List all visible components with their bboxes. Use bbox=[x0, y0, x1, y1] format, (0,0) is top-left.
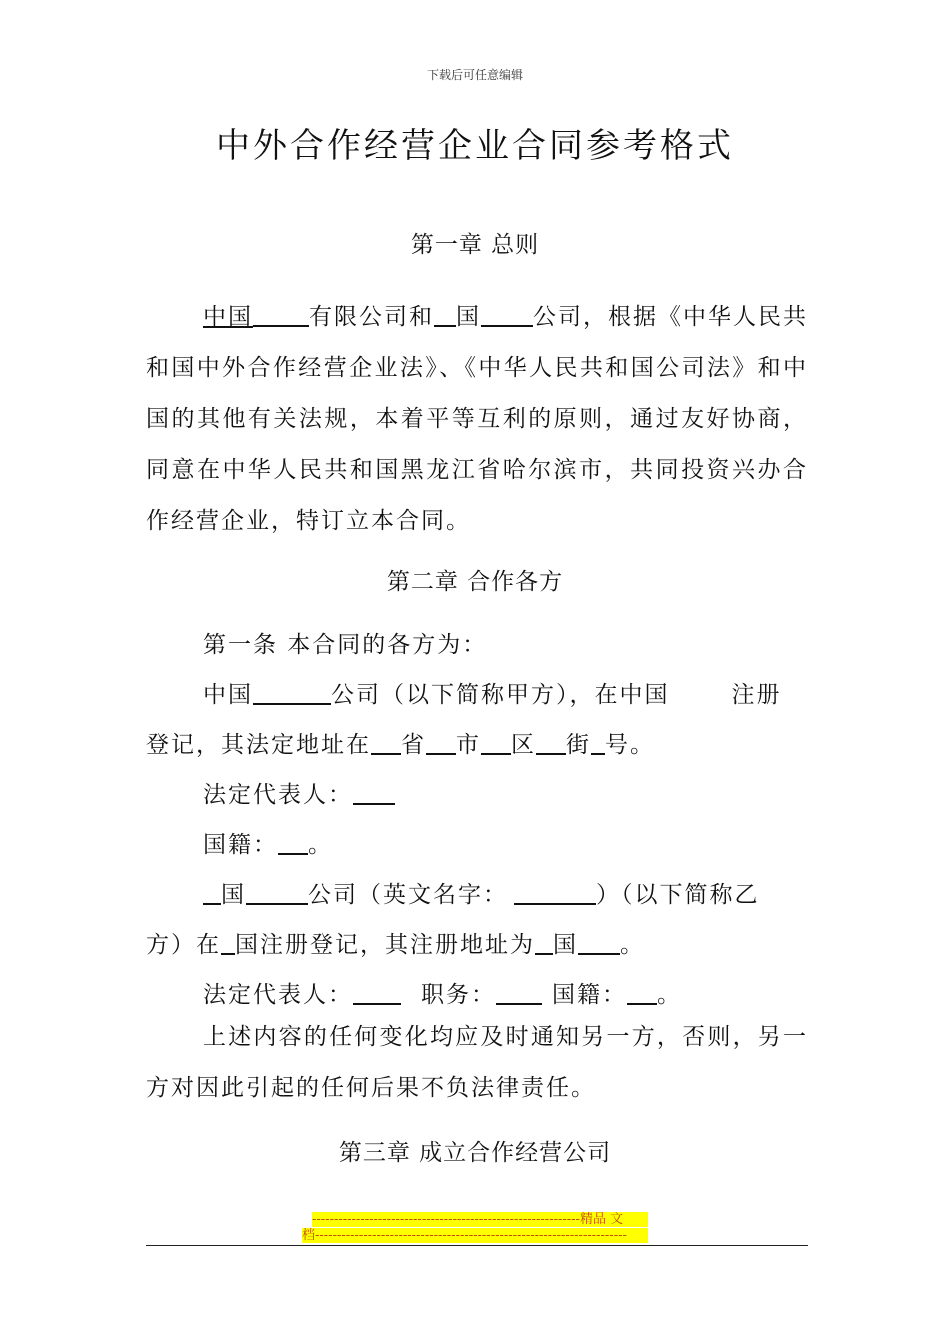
blank-field bbox=[278, 831, 308, 855]
preamble-paragraph bbox=[146, 292, 808, 547]
text-span: 。 bbox=[657, 982, 682, 1008]
text-span: 省 bbox=[401, 732, 426, 758]
blank-field bbox=[627, 981, 657, 1005]
footer-watermark-line-1 bbox=[312, 1212, 648, 1227]
blank-field bbox=[496, 981, 542, 1005]
text-span: 注册 bbox=[731, 682, 782, 708]
text-span: 街 bbox=[566, 732, 591, 758]
text-span: 。 bbox=[620, 932, 645, 958]
blank-field bbox=[578, 931, 620, 955]
party-a-rep bbox=[203, 776, 865, 809]
blank-field bbox=[514, 881, 596, 905]
text-span: 。 bbox=[308, 832, 333, 858]
document-title: 中外合作经营企业合同参考格式 bbox=[216, 126, 734, 166]
blank-field bbox=[203, 881, 221, 905]
text-span: 号。 bbox=[605, 732, 655, 758]
blank-field bbox=[481, 303, 533, 327]
text-span: 市 bbox=[456, 732, 481, 758]
party-a-line-1 bbox=[203, 676, 808, 709]
blank-field bbox=[253, 681, 331, 705]
blank-field bbox=[536, 731, 566, 755]
blank-field bbox=[246, 881, 308, 905]
blank-field bbox=[353, 781, 395, 805]
text-span: 法定代表人： bbox=[203, 782, 353, 808]
blank-field bbox=[353, 981, 401, 1005]
text-span: 有限公司和 bbox=[309, 304, 434, 330]
notice-text: 上述内容的任何变化均应及时通知另一方，否则，另一方对因此引起的任何后果不负法律责任。 bbox=[146, 1024, 808, 1101]
blank-field bbox=[426, 731, 456, 755]
china-party-label: 中国 bbox=[203, 304, 253, 330]
chapter-1-heading: 第一章 总则 bbox=[410, 232, 540, 258]
footer-watermark-line-2: 档----------------------------------------------------------------------- bbox=[302, 1228, 648, 1243]
text-span: ）（以下简称乙 bbox=[596, 882, 760, 908]
text-span: 国注册登记，其注册地址为 bbox=[235, 932, 535, 958]
footer-text-1: -------------------------------------------------------------精品 文 bbox=[312, 1212, 624, 1227]
chapter-2-heading: 第二章 合作各方 bbox=[386, 569, 564, 595]
text-span: 公司（以下简称甲方），在中国 bbox=[331, 682, 670, 708]
blank-field bbox=[434, 303, 456, 327]
article-1-heading: 第一条 本合同的各方为： bbox=[203, 632, 488, 658]
party-a-nationality bbox=[203, 826, 865, 859]
page-header-note: 下载后可任意编辑 bbox=[426, 68, 523, 82]
text-span: 国 bbox=[553, 932, 578, 958]
text-span: 法定代表人： bbox=[203, 982, 353, 1008]
text-span: 国籍： bbox=[203, 832, 278, 858]
blank-field bbox=[253, 303, 309, 327]
blank-field bbox=[371, 731, 401, 755]
text-span: 国 bbox=[456, 304, 481, 330]
text-span: 职务： bbox=[421, 982, 496, 1008]
blank-field bbox=[481, 731, 511, 755]
text-span: 区 bbox=[511, 732, 536, 758]
party-a-line-2 bbox=[146, 726, 808, 759]
blank-field bbox=[221, 931, 235, 955]
blank-field bbox=[591, 731, 605, 755]
text-span: 方）在 bbox=[146, 932, 221, 958]
footer-divider bbox=[146, 1245, 808, 1246]
text-span: 中国 bbox=[203, 682, 253, 708]
notice-paragraph bbox=[146, 1012, 808, 1114]
text-span: 公司，根据《中华人民共和国中外合作经营企业法》、《中华人民共和国公司法》和中国的其他有关法规，本着平等互利的原则，通过友好协商，同意在中华人民共和国黑龙江省哈尔滨市，共同投资兴办合作经营企业，特订立本合同。 bbox=[146, 304, 808, 534]
party-b-line-1 bbox=[203, 876, 808, 909]
text-span: 国 bbox=[221, 882, 246, 908]
text-span: 国籍： bbox=[552, 982, 627, 1008]
party-b-rep-position-nationality bbox=[203, 976, 865, 1009]
text-span: 公司（英文名字： bbox=[308, 882, 508, 908]
text-span: 登记，其法定地址在 bbox=[146, 732, 371, 758]
preamble-text bbox=[146, 292, 808, 547]
blank-field bbox=[535, 931, 553, 955]
party-b-line-2 bbox=[146, 926, 808, 959]
chapter-3-heading: 第三章 成立合作经营公司 bbox=[338, 1140, 612, 1166]
